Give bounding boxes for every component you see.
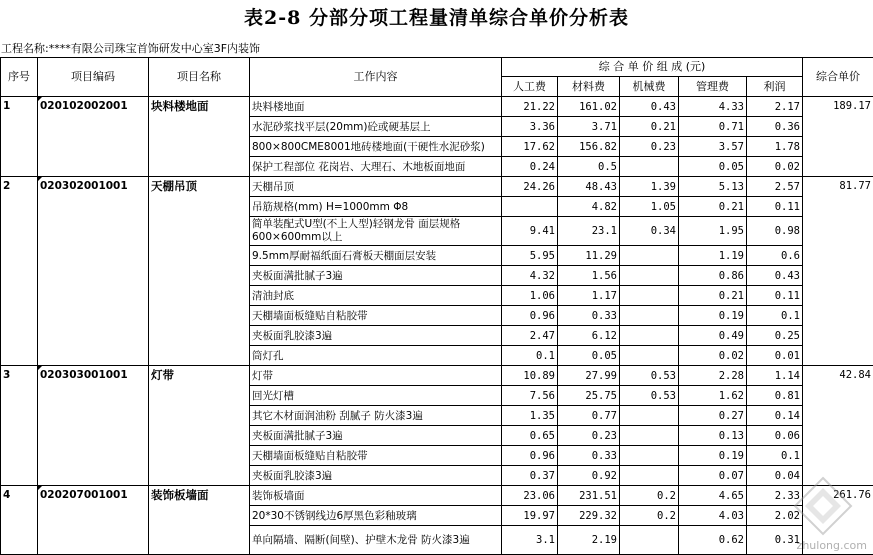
item-seq: 4 (1, 486, 38, 555)
item-code: 020302001001 (38, 177, 149, 366)
labor-cost: 9.41 (502, 217, 558, 246)
material-cost: 1.17 (558, 286, 620, 306)
labor-cost: 1.06 (502, 286, 558, 306)
profit-cost: 0.43 (747, 266, 803, 286)
unit-price-table (0, 57, 873, 555)
labor-cost: 3.36 (502, 117, 558, 137)
work-content: 块料楼地面 (250, 97, 502, 117)
machine-cost (620, 346, 679, 366)
machine-cost (620, 526, 679, 555)
item-name: 天棚吊顶 (149, 177, 250, 366)
machine-cost: 0.34 (620, 217, 679, 246)
material-cost: 2.19 (558, 526, 620, 555)
item-unit-price: 261.76 (803, 486, 873, 555)
labor-cost: 3.1 (502, 526, 558, 555)
mgmt-cost: 0.21 (679, 286, 747, 306)
work-content: 筒灯孔 (250, 346, 502, 366)
profit-cost: 0.04 (747, 466, 803, 486)
profit-cost: 1.78 (747, 137, 803, 157)
profit-cost: 2.02 (747, 506, 803, 526)
machine-cost: 0.2 (620, 506, 679, 526)
work-content: 夹板面满批腻子3遍 (250, 426, 502, 446)
machine-cost: 0.23 (620, 137, 679, 157)
work-content: 其它木材面润油粉 刮腻子 防火漆3遍 (250, 406, 502, 426)
labor-cost: 4.32 (502, 266, 558, 286)
profit-cost: 2.57 (747, 177, 803, 197)
watermark-text: zhulong.com (797, 539, 867, 552)
profit-cost: 0.01 (747, 346, 803, 366)
profit-cost: 0.31 (747, 526, 803, 555)
project-name: 工程名称:****有限公司珠宝首饰研发中心室3F内装饰 (0, 40, 260, 57)
item-seq: 1 (1, 97, 38, 177)
material-cost: 0.5 (558, 157, 620, 177)
work-content: 简单装配式U型(不上人型)轻钢龙骨 面层规格600×600mm以上 (250, 217, 502, 246)
header-mgmt: 管理费 (679, 77, 747, 97)
item-name: 灯带 (149, 366, 250, 486)
machine-cost (620, 266, 679, 286)
profit-cost: 0.06 (747, 426, 803, 446)
mgmt-cost: 0.19 (679, 446, 747, 466)
item-code: 020207001001 (38, 486, 149, 555)
item-name: 装饰板墙面 (149, 486, 250, 555)
header-price-group: 综 合 单 价 组 成 (元) (502, 58, 803, 77)
mgmt-cost: 3.57 (679, 137, 747, 157)
labor-cost: 0.24 (502, 157, 558, 177)
material-cost: 27.99 (558, 366, 620, 386)
mgmt-cost: 0.07 (679, 466, 747, 486)
machine-cost (620, 286, 679, 306)
mgmt-cost: 0.21 (679, 197, 747, 217)
header-material: 材料费 (558, 77, 620, 97)
item-code: 020303001001 (38, 366, 149, 486)
mgmt-cost: 4.33 (679, 97, 747, 117)
work-content: 灯带 (250, 366, 502, 386)
labor-cost: 0.96 (502, 446, 558, 466)
material-cost: 229.32 (558, 506, 620, 526)
profit-cost: 2.17 (747, 97, 803, 117)
profit-cost: 0.11 (747, 197, 803, 217)
mgmt-cost: 1.95 (679, 217, 747, 246)
mgmt-cost: 1.19 (679, 246, 747, 266)
labor-cost: 0.1 (502, 346, 558, 366)
labor-cost: 21.22 (502, 97, 558, 117)
item-seq: 3 (1, 366, 38, 486)
machine-cost: 0.53 (620, 366, 679, 386)
header-profit: 利润 (747, 77, 803, 97)
table-row (1, 366, 873, 386)
material-cost: 0.05 (558, 346, 620, 366)
machine-cost (620, 157, 679, 177)
item-unit-price: 42.84 (803, 366, 873, 486)
item-name: 块料楼地面 (149, 97, 250, 177)
profit-cost: 0.81 (747, 386, 803, 406)
labor-cost: 0.37 (502, 466, 558, 486)
material-cost: 48.43 (558, 177, 620, 197)
profit-cost: 0.98 (747, 217, 803, 246)
work-content: 天棚吊顶 (250, 177, 502, 197)
material-cost: 6.12 (558, 326, 620, 346)
labor-cost: 7.56 (502, 386, 558, 406)
material-cost: 23.1 (558, 217, 620, 246)
material-cost: 11.29 (558, 246, 620, 266)
machine-cost (620, 446, 679, 466)
machine-cost: 1.39 (620, 177, 679, 197)
material-cost: 156.82 (558, 137, 620, 157)
labor-cost: 0.65 (502, 426, 558, 446)
machine-cost (620, 466, 679, 486)
profit-cost: 2.33 (747, 486, 803, 506)
mgmt-cost: 5.13 (679, 177, 747, 197)
work-content: 清油封底 (250, 286, 502, 306)
work-content: 夹板面满批腻子3遍 (250, 266, 502, 286)
header-code: 项目编码 (38, 58, 149, 97)
header-name: 项目名称 (149, 58, 250, 97)
profit-cost: 0.1 (747, 446, 803, 466)
machine-cost (620, 426, 679, 446)
material-cost: 0.33 (558, 306, 620, 326)
work-content: 20*30不锈钢线边6厚黑色彩釉玻璃 (250, 506, 502, 526)
machine-cost: 0.43 (620, 97, 679, 117)
work-content: 夹板面乳胶漆3遍 (250, 326, 502, 346)
mgmt-cost: 0.02 (679, 346, 747, 366)
profit-cost: 1.14 (747, 366, 803, 386)
material-cost: 0.23 (558, 426, 620, 446)
profit-cost: 0.6 (747, 246, 803, 266)
mgmt-cost: 0.71 (679, 117, 747, 137)
profit-cost: 0.02 (747, 157, 803, 177)
profit-cost: 0.25 (747, 326, 803, 346)
mgmt-cost: 0.19 (679, 306, 747, 326)
item-unit-price: 189.17 (803, 97, 873, 177)
machine-cost (620, 306, 679, 326)
page-title: 表2-8 分部分项工程量清单综合单价分析表 (0, 0, 873, 38)
machine-cost (620, 246, 679, 266)
material-cost: 4.82 (558, 197, 620, 217)
work-content: 夹板面乳胶漆3遍 (250, 466, 502, 486)
material-cost: 231.51 (558, 486, 620, 506)
mgmt-cost: 1.62 (679, 386, 747, 406)
labor-cost: 2.47 (502, 326, 558, 346)
machine-cost: 1.05 (620, 197, 679, 217)
mgmt-cost: 4.65 (679, 486, 747, 506)
labor-cost: 0.96 (502, 306, 558, 326)
item-code: 020102002001 (38, 97, 149, 177)
table-row (1, 486, 873, 506)
labor-cost (502, 197, 558, 217)
labor-cost: 24.26 (502, 177, 558, 197)
header-seq: 序号 (1, 58, 38, 97)
header-work: 工作内容 (250, 58, 502, 97)
table-row (1, 97, 873, 117)
work-content: 9.5mm厚耐福纸面石膏板天棚面层安装 (250, 246, 502, 266)
work-content: 天棚墙面板缝贴自粘胶带 (250, 446, 502, 466)
labor-cost: 19.97 (502, 506, 558, 526)
material-cost: 0.33 (558, 446, 620, 466)
machine-cost: 0.53 (620, 386, 679, 406)
labor-cost: 10.89 (502, 366, 558, 386)
work-content: 水泥砂浆找平层(20mm)砼或硬基层上 (250, 117, 502, 137)
item-unit-price: 81.77 (803, 177, 873, 366)
mgmt-cost: 2.28 (679, 366, 747, 386)
item-seq: 2 (1, 177, 38, 366)
mgmt-cost: 0.86 (679, 266, 747, 286)
header-labor: 人工费 (502, 77, 558, 97)
material-cost: 3.71 (558, 117, 620, 137)
work-content: 装饰板墙面 (250, 486, 502, 506)
mgmt-cost: 4.03 (679, 506, 747, 526)
labor-cost: 1.35 (502, 406, 558, 426)
work-content: 回光灯槽 (250, 386, 502, 406)
material-cost: 1.56 (558, 266, 620, 286)
work-content: 天棚墙面板缝贴自粘胶带 (250, 306, 502, 326)
mgmt-cost: 0.05 (679, 157, 747, 177)
mgmt-cost: 0.62 (679, 526, 747, 555)
mgmt-cost: 0.27 (679, 406, 747, 426)
header-machine: 机械费 (620, 77, 679, 97)
machine-cost: 0.2 (620, 486, 679, 506)
machine-cost: 0.21 (620, 117, 679, 137)
machine-cost (620, 326, 679, 346)
work-content: 800×800CME8001地砖楼地面(干硬性水泥砂浆) (250, 137, 502, 157)
labor-cost: 17.62 (502, 137, 558, 157)
header-unit-price: 综合单价 (803, 58, 873, 97)
profit-cost: 0.14 (747, 406, 803, 426)
machine-cost (620, 406, 679, 426)
material-cost: 0.92 (558, 466, 620, 486)
profit-cost: 0.11 (747, 286, 803, 306)
work-content: 保护工程部位 花岗岩、大理石、木地板面地面 (250, 157, 502, 177)
table-row (1, 177, 873, 197)
labor-cost: 5.95 (502, 246, 558, 266)
watermark-logo-icon (793, 476, 853, 536)
mgmt-cost: 0.49 (679, 326, 747, 346)
profit-cost: 0.36 (747, 117, 803, 137)
profit-cost: 0.1 (747, 306, 803, 326)
work-content: 单向隔墙、隔断(间壁)、护壁木龙骨 防火漆3遍 (250, 526, 502, 555)
material-cost: 161.02 (558, 97, 620, 117)
material-cost: 25.75 (558, 386, 620, 406)
labor-cost: 23.06 (502, 486, 558, 506)
material-cost: 0.77 (558, 406, 620, 426)
work-content: 吊筋规格(mm) H=1000mm Φ8 (250, 197, 502, 217)
mgmt-cost: 0.13 (679, 426, 747, 446)
